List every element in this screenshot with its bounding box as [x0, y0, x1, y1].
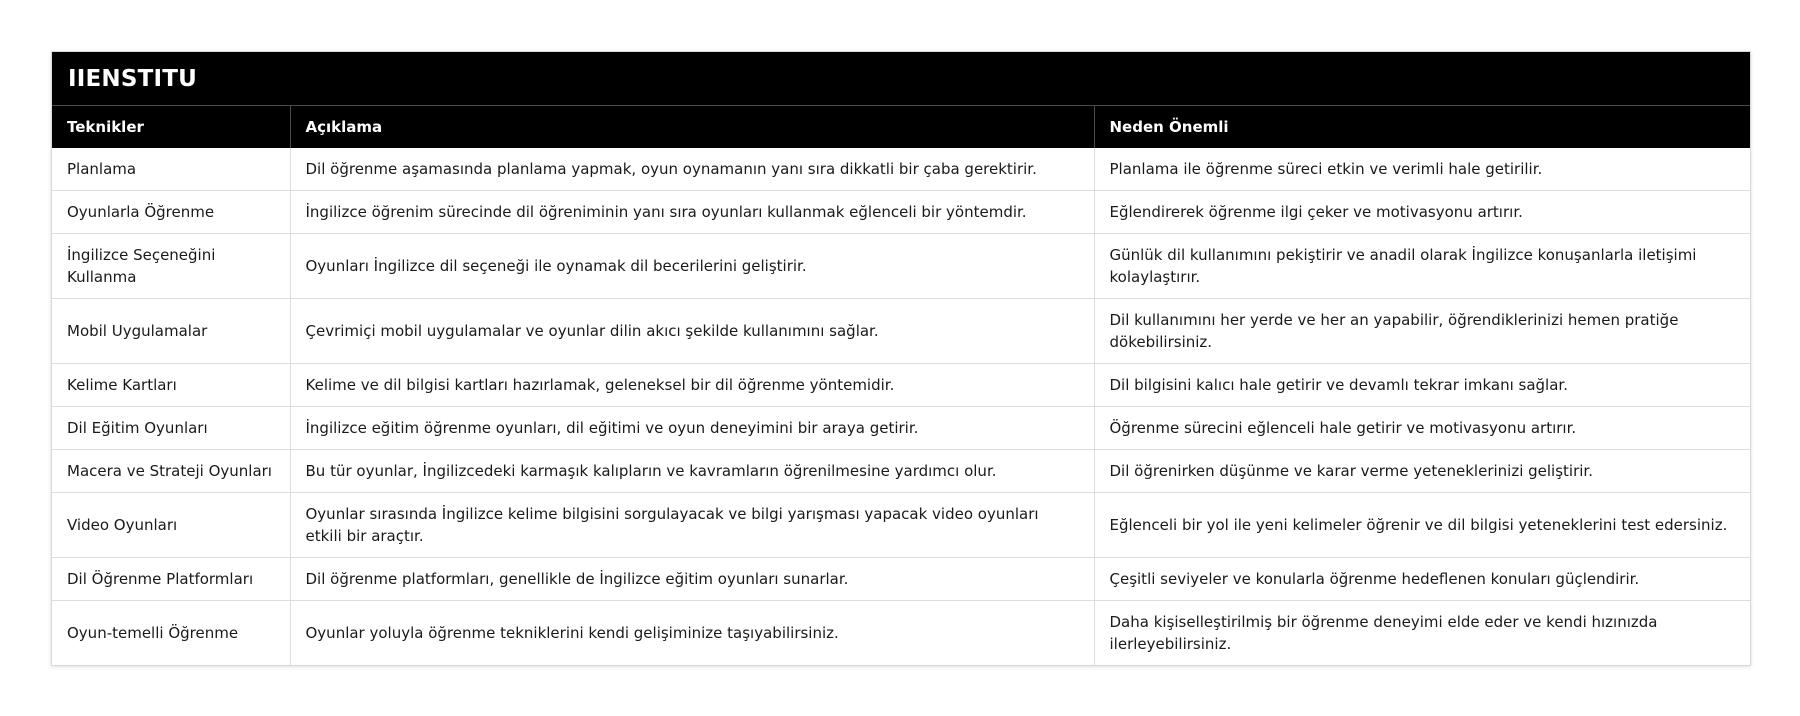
- cell-importance: Dil öğrenirken düşünme ve karar verme yeteneklerinizi geliştirir.: [1094, 450, 1750, 493]
- cell-technique: İngilizce Seçeneğini Kullanma: [52, 234, 290, 299]
- table-row: [52, 493, 1750, 558]
- cell-technique: Video Oyunları: [52, 493, 290, 558]
- cell-description: Oyunlar yoluyla öğrenme tekniklerini kendi gelişiminize taşıyabilirsiniz.: [290, 601, 1094, 666]
- cell-description: Çevrimiçi mobil uygulamalar ve oyunlar dilin akıcı şekilde kullanımını sağlar.: [290, 299, 1094, 364]
- table-row: [52, 148, 1750, 191]
- table-body: [52, 148, 1750, 665]
- table-row: [52, 299, 1750, 364]
- cell-importance: Dil bilgisini kalıcı hale getirir ve devamlı tekrar imkanı sağlar.: [1094, 364, 1750, 407]
- cell-technique: Planlama: [52, 148, 290, 191]
- cell-importance: Çeşitli seviyeler ve konularla öğrenme hedeflenen konuları güçlendirir.: [1094, 558, 1750, 601]
- table-title: IIENSTITU: [52, 52, 1750, 106]
- cell-importance: Eğlenceli bir yol ile yeni kelimeler öğrenir ve dil bilgisi yeteneklerini test edersiniz.: [1094, 493, 1750, 558]
- column-header-neden-onemli: Neden Önemli: [1094, 106, 1750, 148]
- table-row: [52, 407, 1750, 450]
- cell-technique: Oyunlarla Öğrenme: [52, 191, 290, 234]
- cell-description: Bu tür oyunlar, İngilizcedeki karmaşık kalıpların ve kavramların öğrenilmesine yardımcı olur.: [290, 450, 1094, 493]
- column-header-teknikler: Teknikler: [52, 106, 290, 148]
- cell-importance: Planlama ile öğrenme süreci etkin ve verimli hale getirilir.: [1094, 148, 1750, 191]
- cell-description: Dil öğrenme platformları, genellikle de İngilizce eğitim oyunları sunarlar.: [290, 558, 1094, 601]
- cell-importance: Öğrenme sürecini eğlenceli hale getirir ve motivasyonu artırır.: [1094, 407, 1750, 450]
- cell-technique: Oyun-temelli Öğrenme: [52, 601, 290, 666]
- cell-technique: Macera ve Strateji Oyunları: [52, 450, 290, 493]
- table-row: [52, 364, 1750, 407]
- cell-description: İngilizce öğrenim sürecinde dil öğreniminin yanı sıra oyunları kullanmak eğlenceli bir yöntemdir.: [290, 191, 1094, 234]
- table-row: [52, 558, 1750, 601]
- cell-description: İngilizce eğitim öğrenme oyunları, dil eğitimi ve oyun deneyimini bir araya getirir.: [290, 407, 1094, 450]
- cell-description: Dil öğrenme aşamasında planlama yapmak, oyun oynamanın yanı sıra dikkatli bir çaba gerektirir.: [290, 148, 1094, 191]
- cell-description: Oyunlar sırasında İngilizce kelime bilgisini sorgulayacak ve bilgi yarışması yapacak video oyunları etkili bir araçtır.: [290, 493, 1094, 558]
- table-row: [52, 191, 1750, 234]
- cell-technique: Mobil Uygulamalar: [52, 299, 290, 364]
- cell-importance: Daha kişiselleştirilmiş bir öğrenme deneyimi elde eder ve kendi hızınızda ilerleyebilirsiniz.: [1109, 613, 1658, 653]
- cell-description: Oyunları İngilizce dil seçeneği ile oynamak dil becerilerini geliştirir.: [290, 234, 1094, 299]
- table-row: [52, 234, 1750, 299]
- techniques-table: [51, 51, 1751, 666]
- table-row: [52, 601, 1750, 666]
- cell-technique: Dil Eğitim Oyunları: [52, 407, 290, 450]
- cell-importance: Dil kullanımını her yerde ve her an yapabilir, öğrendiklerinizi hemen pratiğe dökebilirsiniz.: [1094, 299, 1750, 364]
- cell-importance: Günlük dil kullanımını pekiştirir ve anadil olarak İngilizce konuşanlarla iletişimi kolaylaştırır.: [1094, 234, 1750, 299]
- cell-importance: Eğlendirerek öğrenme ilgi çeker ve motivasyonu artırır.: [1094, 191, 1750, 234]
- cell-technique: Dil Öğrenme Platformları: [52, 558, 290, 601]
- table-header: [52, 106, 1750, 148]
- column-header-aciklama: Açıklama: [290, 106, 1094, 148]
- table-row: [52, 450, 1750, 493]
- cell-description: Kelime ve dil bilgisi kartları hazırlamak, geleneksel bir dil öğrenme yöntemidir.: [290, 364, 1094, 407]
- header-row: [52, 106, 1750, 148]
- data-table: [52, 106, 1750, 665]
- cell-technique: Kelime Kartları: [52, 364, 290, 407]
